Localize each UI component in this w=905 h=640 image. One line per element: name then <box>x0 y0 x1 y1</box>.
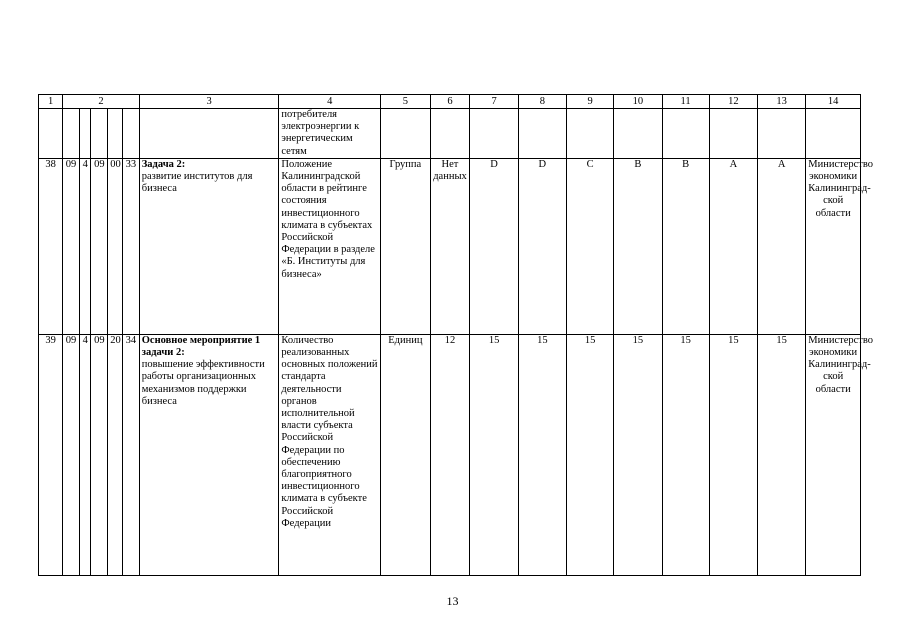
header-col-8: 8 <box>518 95 566 109</box>
cell-empty <box>518 109 566 159</box>
cell-empty <box>79 109 91 159</box>
task-title-cell <box>139 334 279 575</box>
code-cell: 20 <box>108 334 123 575</box>
indicator-cell: Количество реализованных основных положений стандарта деятельности органов исполнительной власти субъекта Российской Федерации по обеспечению благоприятного инвестиционного климата в субъекте Российской Федерации <box>279 334 381 575</box>
row-number: 38 <box>39 158 63 334</box>
code-cell: 34 <box>122 334 139 575</box>
indicator-cell: потребителя электроэнергии к энергетическим сетям <box>279 109 381 159</box>
header-col-7: 7 <box>470 95 518 109</box>
table-row <box>39 158 861 334</box>
table-row-continuation <box>39 109 861 159</box>
unit-cell: Группа <box>381 158 430 334</box>
cell-empty <box>470 109 518 159</box>
code-cell: 09 <box>91 158 108 334</box>
task-title-text: повышение эффективности работы организационных механизмов поддержки бизнеса <box>141 359 265 407</box>
header-col-2: 2 <box>63 95 140 109</box>
header-col-11: 11 <box>662 95 709 109</box>
task-title-text: развитие институтов для бизнеса <box>141 171 253 195</box>
cell-empty <box>108 109 123 159</box>
header-col-4: 4 <box>279 95 381 109</box>
code-cell: 33 <box>122 158 139 334</box>
cell-empty <box>381 109 430 159</box>
value-cell: A <box>709 158 757 334</box>
header-row <box>39 95 861 109</box>
value-cell: 12 <box>430 334 470 575</box>
cell-empty <box>758 109 806 159</box>
value-cell: C <box>566 158 613 334</box>
code-cell: 09 <box>63 158 80 334</box>
value-cell: 15 <box>709 334 757 575</box>
value-cell: 15 <box>518 334 566 575</box>
code-cell: 4 <box>79 158 91 334</box>
value-cell: B <box>662 158 709 334</box>
cell-empty <box>566 109 613 159</box>
value-cell: 15 <box>758 334 806 575</box>
value-cell: 15 <box>470 334 518 575</box>
cell-empty <box>139 109 279 159</box>
table-row <box>39 334 861 575</box>
page-number: 13 <box>446 594 459 608</box>
unit-cell: Единиц <box>381 334 430 575</box>
cell-empty <box>430 109 470 159</box>
header-col-3: 3 <box>139 95 279 109</box>
cell-empty <box>662 109 709 159</box>
value-cell: B <box>614 158 662 334</box>
value-cell: 15 <box>566 334 613 575</box>
cell-empty <box>806 109 861 159</box>
header-col-6: 6 <box>430 95 470 109</box>
cell-empty <box>39 109 63 159</box>
header-col-1: 1 <box>39 95 63 109</box>
task-title-cell <box>139 158 279 334</box>
header-col-5: 5 <box>381 95 430 109</box>
code-cell: 09 <box>91 334 108 575</box>
code-cell: 4 <box>79 334 91 575</box>
code-cell: 00 <box>108 158 123 334</box>
value-cell: 15 <box>614 334 662 575</box>
cell-empty <box>614 109 662 159</box>
value-cell: A <box>758 158 806 334</box>
value-cell: Нет данных <box>430 158 470 334</box>
row-number: 39 <box>39 334 63 575</box>
task-title-bold: Задача 2: <box>141 158 186 170</box>
header-col-9: 9 <box>566 95 613 109</box>
header-col-12: 12 <box>709 95 757 109</box>
responsible-cell: Министерство экономики Калининград-ской области <box>806 334 861 575</box>
header-col-10: 10 <box>614 95 662 109</box>
indicator-cell: Положение Калининградской области в рейтинге состояния инвестиционного климата в субъектах Российской Федерации в разделе «Б. Институты для бизнеса» <box>279 158 381 334</box>
code-cell: 09 <box>63 334 80 575</box>
responsible-cell: Министерство экономики Калининград-ской области <box>806 158 861 334</box>
header-col-13: 13 <box>758 95 806 109</box>
cell-empty <box>709 109 757 159</box>
cell-empty <box>122 109 139 159</box>
value-cell: D <box>470 158 518 334</box>
programme-table <box>38 94 874 576</box>
value-cell: 15 <box>662 334 709 575</box>
task-title-bold: Основное мероприятие 1 задачи 2: <box>141 334 261 359</box>
value-cell: D <box>518 158 566 334</box>
header-col-14: 14 <box>806 95 861 109</box>
cell-empty <box>63 109 80 159</box>
cell-empty <box>91 109 108 159</box>
